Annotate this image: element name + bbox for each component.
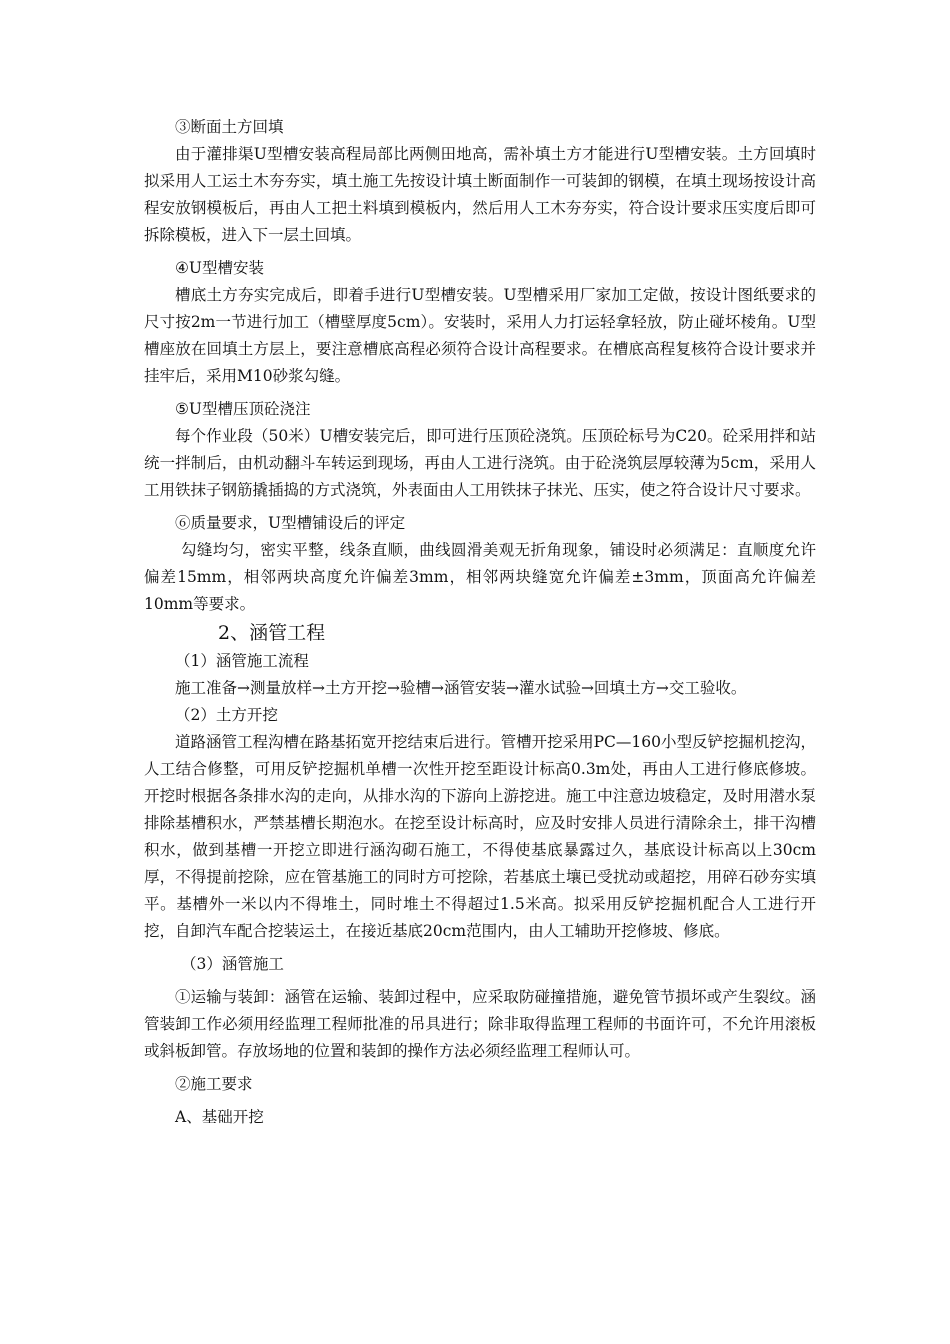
paragraph-u-trough-install: 槽底土方夯实完成后，即着手进行U型槽安装。U型槽采用厂家加工定做，按设计图纸要求的尺寸按2m一节进行加工（槽壁厚度5cm）。安装时，采用人力打运轻拿轻放，防止碰坏棱角。U型槽座放在回填土方层上，要注意槽底高程必须符合设计高程要求。在槽底高程复核符合设计要求并挂牢后，采用M10砂浆勾缝。	[144, 286, 816, 385]
subheading-u-trough-install: ④U型槽安装	[175, 259, 264, 277]
paragraph-backfill: 由于灌排渠U型槽安装高程局部比两侧田地高，需补填土方才能进行U型槽安装。土方回填时拟采用人工运土木夯夯实，填土施工先按设计填土断面制作一可装卸的钢模，在填土现场按设计高程安放钢模板后，再由人工把土料填到模板内，然后用人工木夯夯实，符合设计要求压实度后即可拆除模板，进入下一层土回填。	[144, 145, 816, 244]
subheading-excavation: （2）土方开挖	[175, 706, 278, 724]
subheading-requirements: ②施工要求	[175, 1075, 253, 1093]
subheading-coping-concrete: ⑤U型槽压顶砼浇注	[175, 400, 311, 418]
subheading-foundation-excavation: A、基础开挖	[175, 1108, 264, 1126]
subheading-culvert-construction: （3）涵管施工	[181, 955, 284, 973]
section-heading-culvert: 2、涵管工程	[218, 622, 326, 644]
paragraph-excavation: 道路涵管工程沟槽在路基拓宽开挖结束后进行。管槽开挖采用PC—160小型反铲挖掘机挖沟，人工结合修整，可用反铲挖掘机单槽一次性开挖至距设计标高0.3m处，再由人工进行修底修坡。开挖时根据各条排水沟的走向，从排水沟的下游向上游挖进。施工中注意边坡稳定，及时用潜水泵排除基槽积水，严禁基槽长期泡水。在挖至设计标高时，应及时安排人员进行清除余土，排干沟槽积水，做到基槽一开挖立即进行涵沟砌石施工，不得使基底暴露过久，基底设计标高以上30cm厚，不得提前挖除，应在管基施工的同时方可挖除，若基底土壤已受扰动或超挖，用碎石砂夯实填平。基槽外一米以内不得堆土，同时堆土不得超过1.5米高。拟采用反铲挖掘机配合人工进行开挖，自卸汽车配合挖装运土，在接近基底20cm范围内，由人工辅助开挖修坡、修底。	[144, 733, 816, 940]
paragraph-transport: ①运输与装卸：涵管在运输、装卸过程中，应采取防碰撞措施，避免管节损坏或产生裂纹。涵管装卸工作必须用经监理工程师批准的吊具进行；除非取得监理工程师的书面许可，不允许用滚板或斜板卸管。存放场地的位置和装卸的操作方法必须经监理工程师认可。	[144, 988, 816, 1060]
document-body	[144, 114, 816, 1131]
subheading-quality: ⑥质量要求，U型槽铺设后的评定	[175, 514, 406, 532]
subheading-culvert-flow: （1）涵管施工流程	[175, 652, 309, 670]
paragraph-culvert-flow: 施工准备→测量放样→土方开挖→验槽→涵管安装→灌水试验→回填土方→交工验收。	[175, 679, 747, 697]
paragraph-coping-concrete: 每个作业段（50米）U槽安装完后，即可进行压顶砼浇筑。压顶砼标号为C20。砼采用拌和站统一拌制后，由机动翻斗车转运到现场，再由人工进行浇筑。由于砼浇筑层厚较薄为5cm，采用人工用铁抹子钢筋撬插捣的方式浇筑，外表面由人工用铁抹子抹光、压实，使之符合设计尺寸要求。	[144, 427, 816, 499]
subheading-backfill: ③断面土方回填	[175, 118, 284, 136]
paragraph-quality: 勾缝均匀，密实平整，线条直顺，曲线圆滑美观无折角现象，铺设时必须满足：直顺度允许偏差15mm，相邻两块高度允许偏差3mm，相邻两块缝宽允许偏差±3mm，顶面高允许偏差10mm等要求。	[144, 541, 816, 613]
